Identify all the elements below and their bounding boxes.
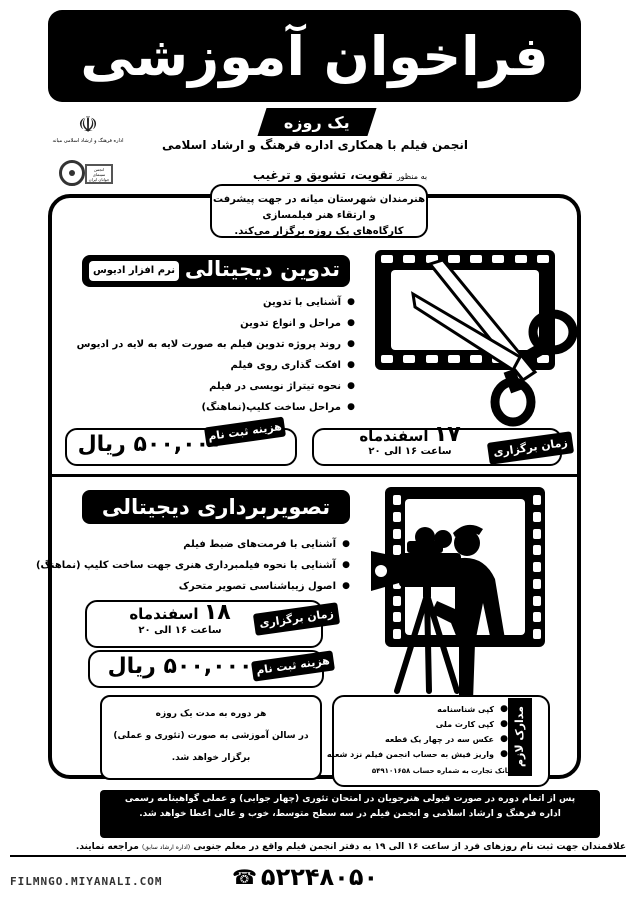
intro-line-2: کارگاه‌های یک روزه برگزار می‌کند.: [234, 226, 404, 237]
list-item: ● مراحل و انواع تدوین: [95, 313, 355, 334]
photography-topics-list: [35, 534, 350, 597]
one-day-label: یک روزه: [284, 112, 350, 132]
list-item: ● آشنایی با نحوه فیلمبرداری هنری جهت ساخت کلیپ (نماهنگ): [65, 555, 350, 576]
intro-line-1: هنرمندان شهرستان میانه در جهت پیشرفت و ارتقاء هنر فیلمسازی: [212, 194, 426, 221]
list-item: ● آشنایی با فرمت‌های ضبط فیلم: [65, 534, 350, 555]
registration-suffix: مراجعه نمایند.: [75, 842, 139, 852]
list-item: ● کپی شناسنامه: [348, 702, 508, 717]
telephone-icon: ☎: [232, 865, 257, 889]
certificate-note-line-1: پس از اتمام دوره در صورت قبولی هنرجویان در امتحان تئوری (چهار جوابی) و عملی گواهینامه رسمی: [124, 794, 576, 804]
editing-fee-amount: ۵۰۰,۰۰۰ ریال: [77, 432, 223, 457]
film-association-logo: [55, 156, 115, 194]
photography-schedule-label: زمان برگزاری: [253, 602, 340, 636]
editing-section-title: [82, 255, 350, 287]
photography-time: ساعت ۱۶ الی ۲۰: [138, 625, 222, 636]
phone-number[interactable]: [232, 862, 432, 892]
editing-topics-list: [76, 292, 355, 418]
list-item: ● کپی کارت ملی: [348, 717, 508, 732]
editing-day: ۱۷: [433, 422, 461, 447]
film-reel-icon: [59, 160, 85, 186]
title-banner: [48, 10, 581, 102]
cameraman-icon: [345, 495, 545, 695]
editing-schedule-label: زمان برگزاری: [487, 431, 574, 465]
one-day-tag: [257, 108, 376, 136]
list-item: ● آشنایی با تدوین: [95, 292, 355, 313]
website-link[interactable]: FILMNGO.MIYANALI.COM: [10, 875, 163, 888]
bank-account-text: بانک تجارت به شماره حساب ۵۴۹۱۰۱۶۵۸: [371, 767, 510, 775]
editing-month: اسفندماه: [359, 427, 429, 445]
photography-fee-amount: ۵۰۰,۰۰۰ ریال: [107, 654, 253, 679]
editing-title-text: تدوین دیجیتالی: [184, 257, 340, 281]
emblem-icon: ☫: [78, 113, 98, 138]
ministry-caption: اداره فرهنگ و ارشاد اسلامی میانه: [52, 138, 124, 144]
required-documents-label: مدارک لازم: [508, 698, 532, 776]
photography-date: [100, 600, 260, 638]
registration-address-note: (اداره ارشاد سابق): [141, 844, 191, 851]
course-info-line-2: در سالن آموزشی به صورت (تئوری و عملی): [113, 731, 309, 741]
purpose-prefix: به منظور: [396, 172, 428, 181]
list-item: ● عکس سه در چهار یک قطعه: [348, 732, 508, 747]
editing-fee-label: هزینه ثبت نام: [204, 417, 286, 448]
intro-box: [210, 184, 428, 238]
list-item: ● روند پروژه تدوین فیلم به صورت لایه به لایه در ادیوس: [95, 334, 355, 355]
required-documents-list: [326, 702, 508, 762]
list-item: ● اصول زیباشناسی تصویر متحرک: [65, 576, 350, 597]
list-item: ● مراحل ساخت کلیپ(نماهنگ): [95, 397, 355, 418]
editing-software-label: نرم افزار ادیوس: [89, 261, 179, 281]
scissors-icon: [395, 252, 585, 430]
certificate-note-line-2: اداره فرهنگ و ارشاد اسلامی و انجمن فیلم در سه سطح متوسط، خوب و عالی اعطا خواهد شد.: [139, 809, 561, 819]
phone-number-text: ۵۲۲۴۸۰۵۰: [260, 863, 379, 891]
list-item: ● نحوه تیتراژ نویسی در فیلم: [95, 376, 355, 397]
poster-title: فراخوان آموزشی: [80, 24, 549, 88]
photography-month: اسفندماه: [129, 605, 199, 623]
editing-date: [330, 422, 490, 458]
editing-time: ساعت ۱۶ الی ۲۰: [368, 446, 452, 457]
ministry-logo: [48, 114, 128, 156]
course-info-line-1: هر دوره به مدت یک روزه: [155, 709, 267, 719]
registration-info: [10, 842, 626, 857]
registration-text: علاقمندان جهت ثبت نام روزهای فرد از ساعت ۱۶ الی ۱۹ به دفتر انجمن فیلم واقع در معلم جنوبی: [193, 842, 626, 852]
photography-day: ۱۸: [203, 600, 231, 625]
purpose-main: تقویت، تشویق و ترغیب: [252, 168, 393, 182]
purpose-text: [250, 168, 430, 182]
list-item: ● افکت گذاری روی فیلم: [95, 355, 355, 376]
organizer-line: انجمن فیلم با همکاری اداره فرهنگ و ارشاد اسلامی: [161, 138, 469, 152]
list-item: ● واریز فیش به حساب انجمن فیلم نزد شعبه: [348, 747, 508, 762]
course-info-line-3: برگزار خواهد شد.: [171, 753, 251, 763]
film-logo-caption: انجمن سینمای جوانان ایران: [85, 164, 113, 184]
section-divider: [48, 474, 581, 477]
course-info-box: [100, 695, 322, 780]
photography-section-title: تصویربرداری دیجیتالی: [82, 490, 350, 524]
photography-fee-label: هزینه ثبت نام: [251, 650, 335, 681]
certificate-note: [100, 790, 600, 838]
